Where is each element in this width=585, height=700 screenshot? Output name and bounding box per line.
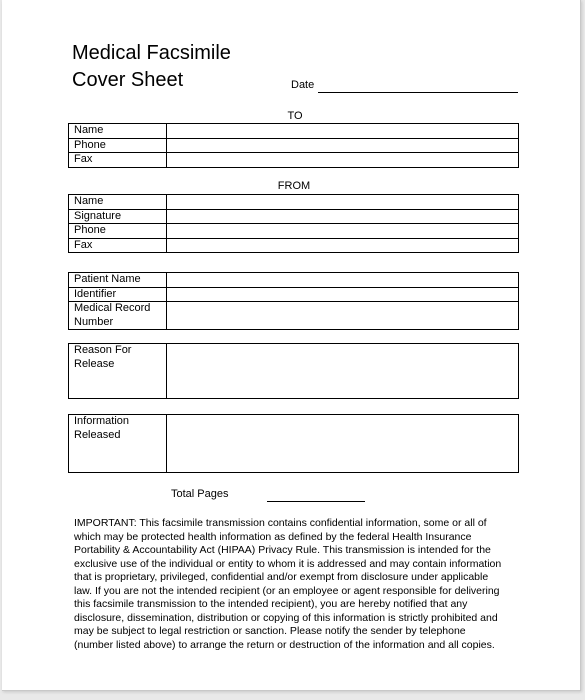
- identifier-field[interactable]: [167, 287, 519, 302]
- from-name-field[interactable]: [167, 195, 519, 210]
- confidentiality-notice: IMPORTANT: This facsimile transmission contains confidential information, some or all of which may be protected health information as defined by the federal Health Insurance Portability & Accountability Act (HIPAA) Privacy Rule. This transmission is intended for the exclusive use of the individual or entity to whom it is addressed and may contain information that is proprietary, privileged, confidential and/or exempt from disclosure under applicable law. If you are not the intended recipient (or an employee or agent responsible for delivering this facsimile transmission to the intended recipient), you are hereby notified that any disclosure, dissemination, distribution or copying of this information is strictly prohibited and may be subject to legal restriction or sanction. Please notify the sender by telephone (number listed above) to arrange the return or destruction of the information and all copies.: [74, 517, 502, 651]
- title-line-2: Cover Sheet: [72, 69, 184, 91]
- to-phone-label: Phone: [69, 138, 167, 153]
- medical-record-number-field[interactable]: [167, 302, 519, 330]
- to-name-label: Name: [69, 124, 167, 139]
- title-line-1: Medical Facsimile: [72, 42, 231, 64]
- from-phone-field[interactable]: [167, 224, 519, 239]
- reason-for-release-field[interactable]: [167, 344, 519, 399]
- to-name-field[interactable]: [167, 124, 519, 139]
- from-phone-label: Phone: [69, 224, 167, 239]
- reason-table: [68, 343, 519, 399]
- patient-name-field[interactable]: [167, 273, 519, 288]
- information-released-field[interactable]: [167, 415, 519, 473]
- page-title: [72, 40, 231, 94]
- from-signature-field[interactable]: [167, 209, 519, 224]
- medical-record-number-label: Medical Record Number: [69, 302, 167, 330]
- total-pages-field[interactable]: [267, 501, 365, 502]
- from-name-label: Name: [69, 195, 167, 210]
- total-pages-label: Total Pages: [171, 488, 229, 500]
- patient-name-label: Patient Name: [69, 273, 167, 288]
- information-table: [68, 414, 519, 473]
- from-signature-label: Signature: [69, 209, 167, 224]
- date-label: Date: [291, 79, 315, 91]
- to-phone-field[interactable]: [167, 138, 519, 153]
- from-table: [68, 194, 519, 253]
- date-field[interactable]: [318, 92, 518, 93]
- document-page: [2, 0, 581, 691]
- to-table: [68, 123, 519, 168]
- reason-for-release-label: Reason For Release: [69, 344, 167, 399]
- from-fax-field[interactable]: [167, 238, 519, 253]
- to-fax-field[interactable]: [167, 153, 519, 168]
- patient-table: [68, 272, 519, 330]
- from-fax-label: Fax: [69, 238, 167, 253]
- identifier-label: Identifier: [69, 287, 167, 302]
- to-fax-label: Fax: [69, 153, 167, 168]
- information-released-label: Information Released: [69, 415, 167, 473]
- from-heading: FROM: [277, 180, 311, 192]
- to-heading: TO: [287, 110, 303, 122]
